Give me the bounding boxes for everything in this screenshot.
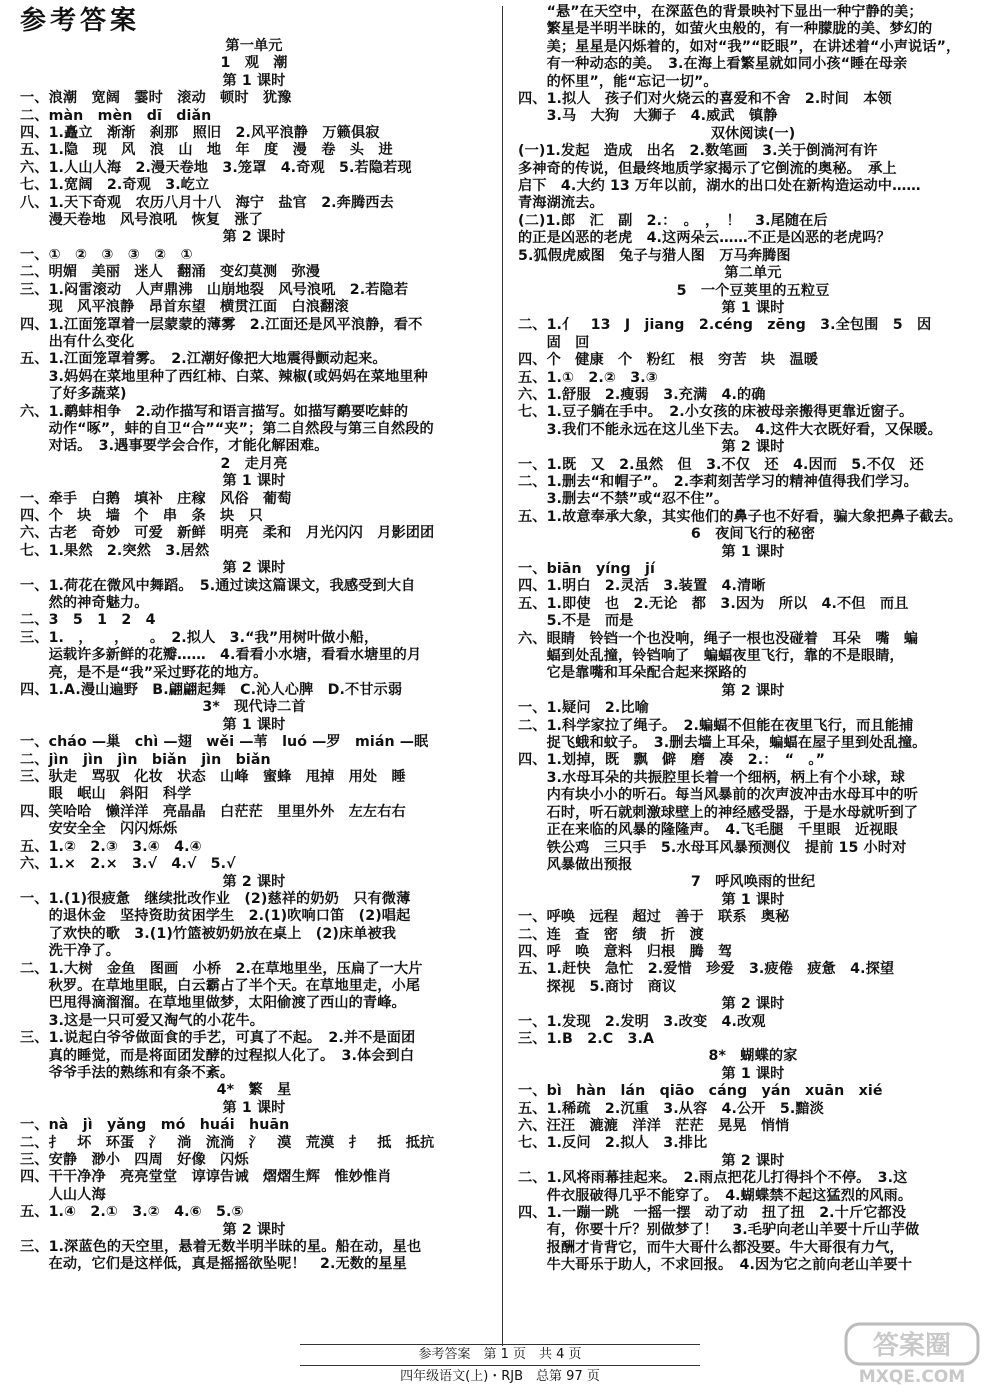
answer-line: 秋罗。在草地里眠，白云霸占了半个天。在草地里走，小尾 bbox=[20, 977, 421, 994]
answer-line: 对话。 3.遇事要学会合作，才能化解困难。 bbox=[20, 438, 329, 455]
answer-line: 二、1.科学家拉了绳子。 2.蝙蝠不但能在夜里飞行，而且能捕 bbox=[518, 717, 914, 734]
section-heading: 5 一个豆荚里的五粒豆 bbox=[676, 282, 830, 299]
answer-line: 四、干干净净 亮亮堂堂 谆谆告诫 熠熠生辉 惟妙惟肖 bbox=[20, 1169, 392, 1186]
answer-line: 二、3 5 1 2 4 bbox=[20, 612, 156, 629]
section-heading: 第 1 课时 bbox=[222, 1099, 286, 1116]
answer-line: 启下 4.大约 13 万年以前，湖水的出口处在新构造运动中…… bbox=[518, 178, 921, 195]
answer-line: 石时，听石就刺激球壁上的神经感受器，于是水母就听到了 bbox=[518, 804, 919, 821]
answer-line: 探视 5.商讨 商议 bbox=[518, 978, 677, 995]
watermark-logo bbox=[842, 1322, 982, 1386]
answer-line: 正在来临的风暴的隆隆声。 4.飞毛腿 千里眼 近视眼 bbox=[518, 822, 898, 839]
answer-line: 3.这是一只可爱又淘气的小花牛。 bbox=[20, 1012, 265, 1029]
answer-line: 五、1.赶快 急忙 2.爱惜 珍爱 3.疲倦 疲惫 4.探望 bbox=[518, 961, 895, 978]
answer-line: 真的睡觉，而是将面团发酵的过程拟人化了。 3.体会到白 bbox=[20, 1047, 415, 1064]
answer-line: 三、驮走 骂驭 化妆 状态 山峰 蜜蜂 甩掉 用处 睡 bbox=[20, 769, 406, 786]
answer-line: 三、1.深蓝色的天空里，悬着无数半明半昧的星。船在动，星也 bbox=[20, 1239, 422, 1256]
answer-line: 报酬才肯背它，而牛大哥什么都没要。牛大哥很有力气， bbox=[518, 1239, 904, 1256]
section-heading: 第 2 课时 bbox=[222, 873, 286, 890]
answer-line: 六、汪汪 漉漉 洋洋 茫茫 晃晃 悄悄 bbox=[518, 1118, 790, 1134]
answer-line: 5.狐假虎威图 兔子与猎人图 万马奔腾图 bbox=[518, 247, 791, 264]
answer-line: 七、1.豆子躺在手中。 2.小女孩的床被母亲搬得更靠近窗子。 bbox=[518, 404, 914, 421]
answer-line: 五、1.① 2.② 3.③ bbox=[518, 369, 658, 386]
answer-line: 多神奇的传说，但最终地质学家揭示了它倒流的奥秘。 承上 bbox=[518, 160, 897, 177]
answer-line: 七、1.宽阔 2.奇观 3.屹立 bbox=[20, 177, 210, 194]
answer-line: 二、1.删去“和帽子”。 2.李莉刻苦学习的精神值得我们学习。 bbox=[518, 473, 918, 490]
footer-book-info: 四年级语文(上)・RJB 总第 97 页 bbox=[400, 1369, 600, 1384]
answer-line: 漫天卷地 风号浪吼 恢复 涨了 bbox=[20, 212, 263, 229]
answer-line: 现 风平浪静 昂首东望 横贯江面 白浪翻滚 bbox=[20, 299, 349, 316]
answer-line: 四、1.江面笼罩着一层蒙蒙的薄雾 2.江面还是风平浪静，看不 bbox=[20, 316, 423, 333]
answer-line: 亮，是不是“我”采过野花的地方。 bbox=[20, 664, 268, 681]
answer-line: (二)1.郎 汇 副 2.： 。 ， ！ 3.尾随在后 bbox=[518, 212, 828, 229]
section-heading: 1 观 潮 bbox=[220, 55, 288, 72]
section-heading: 4* 繁 星 bbox=[216, 1082, 292, 1099]
section-heading: 3* 现代诗二首 bbox=[202, 699, 306, 716]
watermark-logo-text: 答案圈 bbox=[872, 1331, 952, 1361]
answer-line: 四、1.矗立 渐渐 刹那 照旧 2.风平浪静 万籁俱寂 bbox=[20, 125, 380, 142]
answer-line: 人山人海 bbox=[20, 1186, 106, 1203]
answer-line: 三、安静 渺小 四周 好像 闪烁 bbox=[20, 1152, 249, 1168]
answer-line: 动作“啄”，蚌的自卫“合”“夹”；第二自然段与第三自然段的 bbox=[20, 420, 434, 437]
answer-line: 风暴做出预报 bbox=[518, 856, 633, 873]
section-heading: 第 1 课时 bbox=[721, 543, 785, 560]
answer-line: 四、笑哈哈 懒洋洋 亮晶晶 白茫茫 里里外外 左左右右 bbox=[20, 803, 406, 820]
answer-line: 六、1.× 2.× 3.√ 4.√ 5.√ bbox=[20, 856, 236, 873]
answer-line: 三、1. ， ， 。 2.拟人 3.“我”用树叶做小船， bbox=[20, 629, 379, 646]
answer-line: 内有块小小的听石。每当风暴前的次声波冲击水母耳中的听 bbox=[518, 787, 919, 804]
answer-line: 一、bì hàn lán qiāo cáng yán xuān xié bbox=[518, 1083, 883, 1100]
answer-line: 五、1.稀疏 2.沉重 3.从容 4.公开 5.黯淡 bbox=[518, 1100, 824, 1117]
answer-line: 爷爷手法的熟练和有条不紊。 bbox=[20, 1064, 235, 1081]
answer-line: 二、连 查 密 绩 折 渡 bbox=[518, 926, 704, 943]
answer-line: “悬”在天空中，在深蓝色的背景映衬下显出一种宁静的美； bbox=[518, 4, 923, 20]
answer-line: 五、1.隐 现 风 浪 山 地 年 度 漫 卷 头 进 bbox=[20, 142, 393, 159]
footer-rule-top bbox=[300, 1344, 700, 1345]
answer-line: 一、biān yíng jí bbox=[518, 561, 655, 577]
section-heading: 7 呼风唤雨的世纪 bbox=[690, 874, 816, 891]
section-heading: 第 2 课时 bbox=[222, 1221, 286, 1238]
section-heading: 双休阅读(一) bbox=[710, 125, 796, 142]
answer-line: 一、1.荷花在微风中舞蹈。 5.通过读这篇课文，我感受到大自 bbox=[20, 577, 416, 594]
answer-line: 的怀里”，能“忘记一切”。 bbox=[518, 73, 718, 90]
section-heading: 8* 蝴蝶的家 bbox=[708, 1048, 798, 1065]
footer-page-info: 参考答案 第 1 页 共 4 页 bbox=[418, 1347, 582, 1362]
answer-line: 有一种动态的美。 3.在海上看繁星就如同小孩“睡在母亲 bbox=[518, 56, 908, 73]
section-heading: 第 1 课时 bbox=[222, 716, 286, 733]
answer-line: 一、① ② ③ ③ ② ① bbox=[20, 246, 193, 263]
answer-line: 一、1.疑问 2.比喻 bbox=[518, 700, 649, 717]
answer-line: 五、1.即使 也 2.无论 都 3.因为 所以 4.不但 而且 bbox=[518, 595, 909, 612]
answer-line: 一、nà jì yǎng mó huái huān bbox=[20, 1117, 290, 1134]
answer-line: 四、1.一蹦一跳 一摇一摆 动了动 扭了扭 2.十斤它都没 bbox=[518, 1205, 907, 1222]
answer-line: 5.不是 而是 bbox=[518, 613, 634, 630]
answer-line: 八、1.天下奇观 农历八月十八 海宁 盐官 2.奔腾西去 bbox=[20, 194, 394, 211]
section-heading: 第 2 课时 bbox=[222, 229, 286, 246]
answer-line: 运载许多新鲜的花瓣…… 4.看看小水塘，看看水塘里的月 bbox=[20, 647, 422, 664]
answer-line: 铁公鸡 三只手 5.水母耳风暴预测仪 提前 15 小时对 bbox=[518, 839, 907, 856]
section-heading: 第 2 课时 bbox=[222, 560, 286, 577]
answer-line: 二、明媚 美丽 迷人 翻涌 变幻莫测 弥漫 bbox=[20, 264, 321, 281]
answer-line: 二、扌 坏 环蛋 氵 淌 流淌 氵 漠 荒漠 扌 抵 抵抗 bbox=[20, 1134, 435, 1151]
answer-line: 二、màn mèn dī diǎn bbox=[20, 107, 212, 124]
answer-line: 六、1.舒服 2.瘦弱 3.充满 4.的确 bbox=[518, 386, 766, 403]
answer-line: 一、1.发现 2.发明 3.改变 4.改观 bbox=[518, 1013, 766, 1030]
answer-line: 六、眼睛 铃铛一个也没响，绳子一根也没碰着 耳朵 嘴 蝙 bbox=[518, 630, 919, 647]
answer-line: 3.妈妈在菜地里种了西红柿、白菜、辣椒(或妈妈在菜地里种 bbox=[20, 368, 428, 385]
answer-line: 五、1.④ 2.① 3.② 4.⑥ 5.⑤ bbox=[20, 1204, 244, 1221]
left-column bbox=[20, 4, 488, 1360]
answer-line: 四、1.划掉，既 飘 僻 磨 凑 2.： “ 。” bbox=[518, 752, 826, 769]
answer-line: 四、1.明白 2.灵活 3.装置 4.清晰 bbox=[518, 578, 766, 595]
answer-line: 四、1.拟人 孩子们对火烧云的喜爱和不舍 2.时间 本领 bbox=[518, 91, 892, 108]
answer-line: 四、1.A.漫山遍野 B.翩翩起舞 C.沁人心脾 D.不甘示弱 bbox=[20, 682, 403, 699]
section-heading: 第 2 课时 bbox=[721, 1152, 785, 1169]
answer-line: 眼 岷山 斜阳 科学 bbox=[20, 786, 192, 803]
right-column bbox=[518, 4, 988, 1360]
footer-rule-bottom bbox=[300, 1365, 700, 1366]
answer-line: 3.删去“不禁”或“忍不住”。 bbox=[518, 491, 729, 508]
answer-line: 六、1.人山人海 2.漫天卷地 3.笼罩 4.奇观 5.若隐若现 bbox=[20, 159, 412, 176]
watermark-url: MXQE.COM bbox=[858, 1367, 966, 1386]
answer-line: 安安全全 闪闪烁烁 bbox=[20, 821, 178, 838]
answer-line: 四、个 块 墙 个 串 条 块 只 bbox=[20, 507, 263, 524]
answer-line: 一、牵手 白鹅 填补 庄稼 风俗 葡萄 bbox=[20, 490, 292, 507]
section-heading: 第一单元 bbox=[225, 38, 283, 54]
section-heading: 2 走月亮 bbox=[220, 455, 288, 472]
answer-line: 一、呼唤 远程 超过 善于 联系 奥秘 bbox=[518, 909, 790, 926]
column-divider bbox=[502, 6, 503, 1346]
section-heading: 第二单元 bbox=[724, 265, 782, 282]
answer-line: 七、1.反问 2.拟人 3.排比 bbox=[518, 1135, 708, 1152]
section-heading: 第 1 课时 bbox=[721, 299, 785, 316]
answer-line: 的正是凶恶的老虎 4.这两朵云……不正是凶恶的老虎吗？ bbox=[518, 230, 891, 247]
answer-line: 捉飞蛾和蚊子。 3.删去墙上耳朵，蝙蝠在屋子里到处乱撞。 bbox=[518, 735, 927, 752]
section-heading: 第 1 课时 bbox=[222, 473, 286, 490]
section-heading: 第 2 课时 bbox=[721, 996, 785, 1013]
answer-line: 四、个 健康 个 粉红 根 穷苦 块 温暖 bbox=[518, 352, 819, 369]
answer-line: 3.我们不能永远在这儿坐下去。 4.这件大衣既好看，又保暖。 bbox=[518, 421, 942, 438]
answer-line: 固 回 bbox=[518, 334, 590, 351]
answer-line: 在动，它们是这样低，真是摇摇欲坠呢！ 2.无数的星星 bbox=[20, 1256, 407, 1273]
answer-line: 一、1.(1)很疲惫 继续批改作业 (2)慈祥的奶奶 只有微薄 bbox=[20, 890, 411, 907]
page-title: 参考答案 bbox=[20, 6, 141, 36]
section-heading: 第 2 课时 bbox=[721, 439, 785, 456]
section-heading: 第 2 课时 bbox=[721, 682, 785, 699]
answer-line: 七、1.果然 2.突然 3.居然 bbox=[20, 542, 210, 559]
answer-line: 青海湖流去。 bbox=[518, 195, 604, 212]
answer-line: 五、1.江面笼罩着雾。 2.江潮好像把大地震得颤动起来。 bbox=[20, 351, 387, 368]
answer-line: 然的神奇魅力。 bbox=[20, 595, 149, 611]
answer-line: 有，你要十斤？别做梦了！ 3.毛驴向老山羊要十斤山芋做 bbox=[518, 1222, 920, 1239]
answer-line: 二、1.风将雨幕挂起来。 2.雨点把花儿打得抖个不停。 3.这 bbox=[518, 1170, 908, 1187]
answer-line: 巴甩得滴溜溜。在草地里做梦，太阳偷渡了西山的青峰。 bbox=[20, 995, 406, 1012]
answer-line: 的退休金 坚持资助贫困学生 2.(1)吹响口笛 (2)唱起 bbox=[20, 908, 411, 925]
answer-line: 一、浪潮 宽阔 霎时 滚动 顿时 犹豫 bbox=[20, 90, 292, 107]
answer-line: 六、古老 奇妙 可爱 新鲜 明亮 柔和 月光闪闪 月影团团 bbox=[20, 525, 435, 542]
answer-line: 二、1.大树 金鱼 图画 小桥 2.在草地里坐，压扁了一大片 bbox=[20, 960, 423, 977]
answer-line: 出有什么变化 bbox=[20, 333, 135, 350]
section-heading: 第 1 课时 bbox=[721, 891, 785, 908]
answer-line: 一、cháo —巢 chì —翅 wěi —苇 luó —罗 mián —眠 bbox=[20, 734, 429, 751]
section-heading: 第 1 课时 bbox=[222, 72, 286, 89]
answer-line: 二、1.亻 13 J jiang 2.céng zēng 3.全包围 5 因 bbox=[518, 317, 932, 334]
answer-line: 牛大哥乐于助人，不求回报。 4.因为它之前向老山羊要十 bbox=[518, 1257, 913, 1274]
answer-line: 件衣服破得几乎不能穿了。 4.蝴蝶禁不起这猛烈的风雨。 bbox=[518, 1187, 913, 1204]
answer-line: 洗干净了。 bbox=[20, 943, 121, 960]
answer-line: 3.马 大狗 大狮子 4.威武 镇静 bbox=[518, 108, 778, 125]
answer-line: 三、1.闷雷滚动 人声鼎沸 山崩地裂 风号浪吼 2.若隐若 bbox=[20, 281, 409, 298]
answer-line: 五、1.② 2.③ 3.④ 4.④ bbox=[20, 838, 202, 855]
answer-line: 五、1.故意奉承大象，其实他们的鼻子也不好看，骗大象把鼻子截去。 bbox=[518, 508, 963, 525]
section-heading: 6 夜间飞行的秘密 bbox=[690, 526, 816, 543]
answer-line: 三、1.说起白爷爷做面食的手艺，可真了不起。 2.并不是面团 bbox=[20, 1030, 416, 1047]
answer-line: 三、1.B 2.C 3.A bbox=[518, 1030, 655, 1047]
answer-line: 繁星是半明半昧的，如萤火虫般的，有一种朦胧的美、梦幻的 bbox=[518, 21, 933, 38]
answer-line: 蝠到处乱撞，铃铛响了 蝙蝠夜里飞行，靠的不是眼睛， bbox=[518, 648, 904, 665]
answer-line: 美；星星是闪烁着的，如对“我”“眨眼”，在讲述着“小声说话”， bbox=[518, 38, 961, 55]
answer-line: 3.水母耳朵的共振腔里长着一个细柄，柄上有个小球，球 bbox=[518, 769, 905, 786]
answer-line: 一、1.既 又 2.虽然 但 3.不仅 还 4.因而 5.不仅 还 bbox=[518, 456, 924, 473]
answer-line: 二、jìn jìn jìn biǎn jìn biǎn bbox=[20, 751, 271, 768]
answer-line: (一)1.发起 造成 出名 2.数笔画 3.关于倒淌河有许 bbox=[518, 143, 878, 160]
answer-line: 它是靠嘴和耳朵配合起来探路的 bbox=[518, 665, 747, 682]
answer-line: 了欢快的歌 3.(1)竹篮被奶奶放在桌上 (2)床单被我 bbox=[20, 925, 397, 942]
answer-line: 了好多蔬菜) bbox=[20, 386, 127, 403]
answer-line: 四、呼 唤 意料 归根 腾 驾 bbox=[518, 943, 733, 960]
answer-line: 六、1.鹬蚌相争 2.动作描写和语言描写。如描写鹬要吃蚌的 bbox=[20, 403, 409, 420]
section-heading: 第 1 课时 bbox=[721, 1065, 785, 1082]
